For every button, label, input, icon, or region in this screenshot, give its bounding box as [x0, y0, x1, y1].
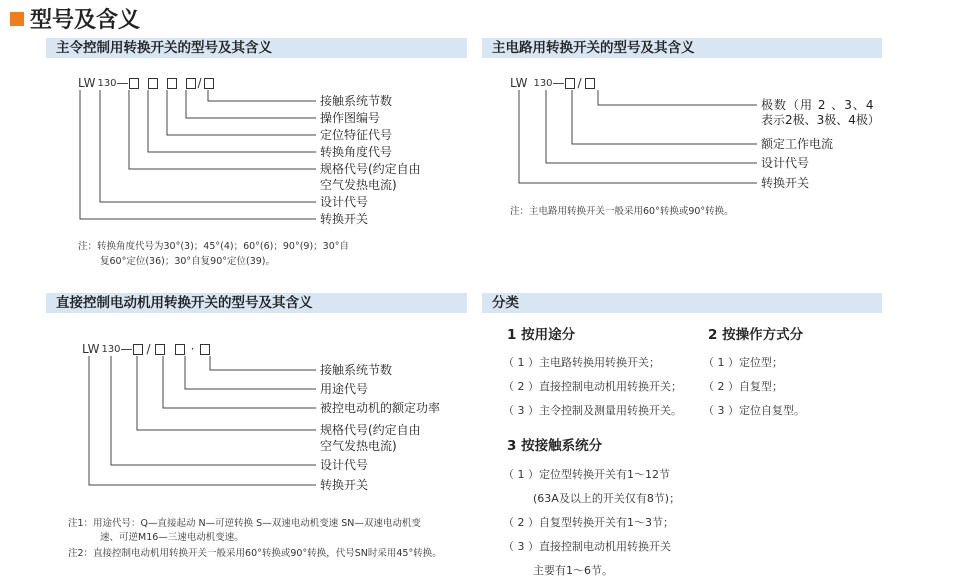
- section1-heading: 主令控制用转换开关的型号及其含义: [46, 38, 467, 58]
- s3-label-3: 被控电动机的额定功率: [320, 401, 441, 415]
- s1-box-1: [129, 78, 139, 89]
- cls-group2-item-2: （ 2 ）自复型；: [703, 380, 783, 393]
- s1-note-2: 复60°定位(36)；30°自复90°定位(39)。: [100, 256, 276, 267]
- s3-line-2: [185, 356, 316, 389]
- s3-code-slash: /: [146, 342, 151, 356]
- s1-code-dash: —: [116, 76, 129, 90]
- cls-group3-item-3: （ 2 ）自复型转换开关有1～3节；: [503, 516, 674, 529]
- s3-line-5: [111, 356, 316, 465]
- s2-line-3: [546, 90, 757, 163]
- s1-code-lw: LW: [78, 76, 96, 90]
- s1-box-3: [167, 78, 177, 89]
- s1-box-4: [186, 78, 196, 89]
- cls-group3-title: 3 按接触系统分: [507, 438, 603, 454]
- s2-label-3: 额定工作电流: [761, 137, 834, 151]
- s2-line-4: [519, 90, 757, 183]
- cls-group1-title: 1 按用途分: [507, 327, 576, 343]
- s1-code-slash: /: [197, 76, 202, 90]
- s2-box-1: [565, 78, 575, 89]
- s1-note-1: 注：转换角度代号为30°(3)；45°(4)；60°(6)；90°(9)；30°自: [78, 241, 350, 252]
- s3-box-2: [155, 344, 165, 355]
- s3-code-dash: —: [120, 342, 133, 356]
- section3-heading: 直接控制电动机用转换开关的型号及其含义: [46, 293, 467, 313]
- page-title-text: 型号及含义: [30, 8, 141, 33]
- cls-group2-item-3: （ 3 ）定位自复型。: [703, 404, 805, 417]
- s2-label-1: 极数（用 2 、3、4: [761, 98, 875, 112]
- s3-box-4: [200, 344, 210, 355]
- s1-model-code: [78, 76, 214, 90]
- s1-line-7: [80, 90, 316, 219]
- s3-label-6: 设计代号: [320, 458, 369, 472]
- s3-label-5: 空气发热电流): [320, 439, 397, 453]
- s1-line-4: [148, 90, 316, 152]
- s2-code-dash: —: [552, 76, 565, 90]
- s3-box-1: [133, 344, 143, 355]
- s1-label-4: 转换角度代号: [320, 145, 393, 159]
- s2-model-code: [510, 76, 595, 90]
- s3-note-1b: 速、可逆M16—三速电动机变速。: [100, 532, 244, 543]
- s1-label-2: 操作图编号: [320, 111, 381, 125]
- s2-line-1: [598, 90, 757, 105]
- s1-label-3: 定位特征代号: [320, 128, 393, 142]
- s3-label-1: 接触系统节数: [320, 363, 393, 377]
- s1-label-6: 空气发热电流): [320, 178, 397, 192]
- s3-code-dot: ·: [190, 342, 195, 356]
- s1-line-6: [100, 90, 316, 202]
- s1-code-num: 130: [97, 77, 117, 89]
- cls-group2-title: 2 按操作方式分: [708, 327, 804, 343]
- cls-group3-item-2: (63A及以上的开关仅有8节)；: [533, 492, 681, 505]
- s2-code-num: 130: [533, 77, 553, 89]
- s3-note-2: 注2：直接控制电动机用转换开关一般采用60°转换或90°转换，代号SN时采用45°转换。: [68, 548, 442, 559]
- cls-group1-item-3: （ 3 ）主令控制及测量用转换开关。: [503, 404, 682, 417]
- s1-label-5: 规格代号(约定自由: [320, 162, 421, 176]
- s1-label-8: 转换开关: [320, 212, 369, 226]
- cls-group3-item-1: （ 1 ）定位型转换开关有1～12节: [503, 468, 670, 481]
- cls-group2-item-1: （ 1 ）定位型；: [703, 356, 783, 369]
- s2-code-slash: /: [577, 76, 582, 90]
- s3-line-6: [89, 356, 316, 485]
- cls-group1-item-2: （ 2 ）直接控制电动机用转换开关；: [503, 380, 682, 393]
- s1-box-5: [204, 78, 214, 89]
- s3-box-3: [175, 344, 185, 355]
- s3-line-1: [210, 356, 316, 370]
- s3-label-7: 转换开关: [320, 478, 369, 492]
- s3-line-4: [137, 356, 316, 430]
- s1-line-3: [167, 90, 316, 135]
- s2-label-4: 设计代号: [761, 156, 810, 170]
- s1-box-2: [148, 78, 158, 89]
- s3-line-3: [163, 356, 316, 408]
- s1-label-1: 接触系统节数: [320, 94, 393, 108]
- s3-code-num: 130: [101, 343, 121, 355]
- s1-line-1: [208, 90, 316, 101]
- s3-label-4: 规格代号(约定自由: [320, 423, 421, 437]
- cls-group1-item-1: （ 1 ）主电路转换用转换开关；: [503, 356, 660, 369]
- s3-code-lw: LW: [82, 342, 100, 356]
- s2-label-5: 转换开关: [761, 176, 810, 190]
- s1-label-7: 设计代号: [320, 195, 369, 209]
- s2-code-lw: LW: [510, 76, 528, 90]
- s2-note: 注：主电路用转换开关一般采用60°转换或90°转换。: [510, 206, 734, 217]
- s1-line-2: [186, 90, 316, 118]
- s2-label-2: 表示2极、3极、4极）: [761, 113, 880, 127]
- s3-label-2: 用途代号: [320, 382, 369, 396]
- section2-heading: 主电路用转换开关的型号及其含义: [482, 38, 882, 58]
- section4-heading: 分类: [482, 293, 882, 313]
- cls-group3-item-4: （ 3 ）直接控制电动机用转换开关: [503, 540, 671, 553]
- s2-line-2: [572, 90, 757, 144]
- s3-model-code: [82, 342, 210, 356]
- cls-group3-item-5: 主要有1～6节。: [533, 564, 613, 577]
- s1-line-5: [129, 90, 316, 169]
- s2-box-2: [585, 78, 595, 89]
- s3-note-1a: 注1：用途代号：Q—直接起动 N—可逆转换 S—双速电动机变速 SN—双速电动机变: [68, 518, 421, 529]
